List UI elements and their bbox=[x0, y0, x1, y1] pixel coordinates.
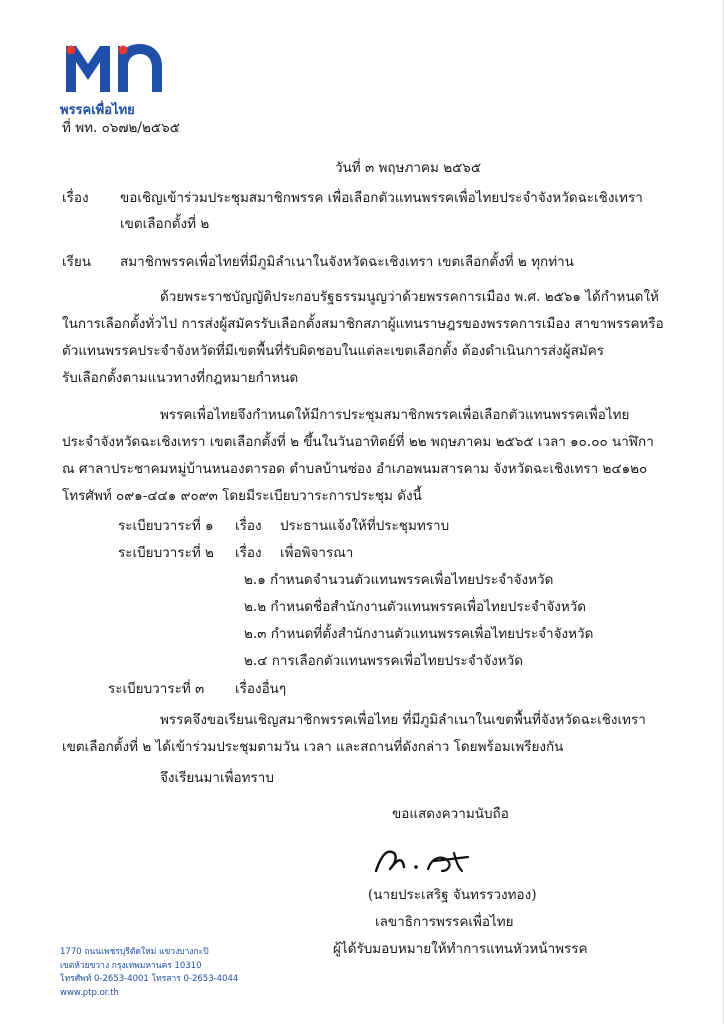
paragraph-1-line-1: ด้วยพระราชบัญญัติประกอบรัฐธรรมนูญว่าด้วยพรรคการเมือง พ.ศ. ๒๕๖๑ ได้กำหนดให้ bbox=[160, 289, 659, 305]
party-logo-icon bbox=[60, 40, 172, 100]
footer-line: 1770 ถนนเพชรบุรีตัดใหม่ แขวงบางกะปิ bbox=[60, 947, 209, 957]
agenda-item-3-label: ระเบียบวาระที่ ๓ bbox=[108, 681, 205, 697]
document-number: ที่ พท. ๐๖๗๒/๒๕๖๕ bbox=[62, 120, 180, 136]
agenda-sub-item: ๒.๒ กำหนดชื่อสำนักงานตัวแทนพรรคเพื่อไทยประจำจังหวัด bbox=[244, 599, 587, 615]
agenda-sub-item: ๒.๑ กำหนดจำนวนตัวแทนพรรคเพื่อไทยประจำจังหวัด bbox=[244, 572, 554, 588]
signatory-position: เลขาธิการพรรคเพื่อไทย bbox=[375, 914, 514, 930]
agenda-sub-item: ๒.๓ กำหนดที่ตั้งสำนักงานตัวแทนพรรคเพื่อไทยประจำจังหวัด bbox=[244, 626, 594, 642]
agenda-item-1-topic: ประธานแจ้งให้ที่ประชุมทราบ bbox=[280, 518, 450, 534]
paragraph-2-line-1: พรรคเพื่อไทยจึงกำหนดให้มีการประชุมสมาชิกพรรคเพื่อเลือกตัวแทนพรรคเพื่อไทย bbox=[160, 407, 630, 423]
footer-line: โทรศัพท์ 0-2653-4001 โทรสาร 0-2653-4044 bbox=[60, 974, 239, 984]
agenda-item-2-label: ระเบียบวาระที่ ๒ bbox=[118, 545, 214, 561]
agenda-item-3-topic: เรื่องอื่นๆ bbox=[235, 681, 287, 697]
agenda-item-2-topic-label: เรื่อง bbox=[235, 545, 262, 561]
agenda-item-2-topic: เพื่อพิจารณา bbox=[280, 545, 354, 561]
paragraph-2-line-3: ณ ศาลาประชาคมหมู่บ้านหนองตารอด ตำบลบ้านซ่อง อำเภอพนมสารคาม จังหวัดฉะเชิงเทรา ๒๔๑๒๐ bbox=[62, 461, 648, 477]
party-name-logo: พรรคเพื่อไทย bbox=[60, 103, 135, 118]
date-line: วันที่ ๓ พฤษภาคม ๒๕๖๕ bbox=[335, 160, 482, 176]
subject-line-2: เขตเลือกตั้งที่ ๒ bbox=[120, 216, 210, 232]
signature-salutation: ขอแสดงความนับถือ bbox=[392, 806, 509, 822]
footer-website: www.ptp.or.th bbox=[60, 987, 119, 998]
paragraph-1-line-3: ตัวแทนพรรคประจำจังหวัดที่มีเขตพื้นที่รับผิดชอบในแต่ละเขตเลือกตั้ง ต้องดำเนินการส่งผู้สมัคร bbox=[62, 343, 604, 359]
agenda-item-1-label: ระเบียบวาระที่ ๑ bbox=[118, 518, 214, 534]
paragraph-3-line-2: เขตเลือกตั้งที่ ๒ ได้เข้าร่วมประชุมตามวัน เวลา และสถานที่ดังกล่าว โดยพร้อมเพรียงกัน bbox=[62, 739, 564, 755]
closing-line: จึงเรียนมาเพื่อทราบ bbox=[160, 770, 274, 786]
paragraph-1-line-2: ในการเลือกตั้งทั่วไป การส่งผู้สมัครรับเลือกตั้งสมาชิกสภาผู้แทนราษฎรของพรรคการเมือง สาขาพรรคหรือ bbox=[62, 316, 664, 332]
paragraph-3-line-1: พรรคจึงขอเรียนเชิญสมาชิกพรรคเพื่อไทย ที่มีภูมิลำเนาในเขตพื้นที่จังหวัดฉะเชิงเทรา bbox=[160, 712, 646, 728]
footer-address bbox=[60, 946, 238, 1000]
agenda-sub-item: ๒.๔ การเลือกตัวแทนพรรคเพื่อไทยประจำจังหวัด bbox=[244, 653, 524, 669]
signatory-role: ผู้ได้รับมอบหมายให้ทำการแทนหัวหน้าพรรค bbox=[333, 941, 588, 957]
subject-line-1: ขอเชิญเข้าร่วมประชุมสมาชิกพรรค เพื่อเลือกตัวแทนพรรคเพื่อไทยประจำจังหวัดฉะเชิงเทรา bbox=[120, 190, 643, 206]
subject-label: เรื่อง bbox=[62, 190, 89, 206]
paragraph-2-line-2: ประจำจังหวัดฉะเชิงเทรา เขตเลือกตั้งที่ ๒ ขึ้นในวันอาทิตย์ที่ ๒๒ พฤษภาคม ๒๕๖๕ เวลา ๑๐.๐๐ นาฬิกา bbox=[62, 434, 654, 450]
recipient-text: สมาชิกพรรคเพื่อไทยที่มีภูมิลำเนาในจังหวัดฉะเชิงเทรา เขตเลือกตั้งที่ ๒ ทุกท่าน bbox=[120, 254, 574, 270]
agenda-item-1-topic-label: เรื่อง bbox=[235, 518, 262, 534]
paragraph-1-line-4: รับเลือกตั้งตามแนวทางที่กฎหมายกำหนด bbox=[62, 370, 299, 386]
footer-line: เขตห้วยขวาง กรุงเทพมหานคร 10310 bbox=[60, 960, 202, 971]
signatory-name: (นายประเสริฐ จันทรรวงทอง) bbox=[368, 887, 537, 903]
paragraph-2-line-4: โทรศัพท์ ๐๙๑-๔๔๑ ๙๐๙๓ โดยมีระเบียบวาระการประชุม ดังนี้ bbox=[62, 488, 422, 504]
recipient-label: เรียน bbox=[62, 254, 92, 270]
handwritten-signature bbox=[372, 843, 482, 879]
